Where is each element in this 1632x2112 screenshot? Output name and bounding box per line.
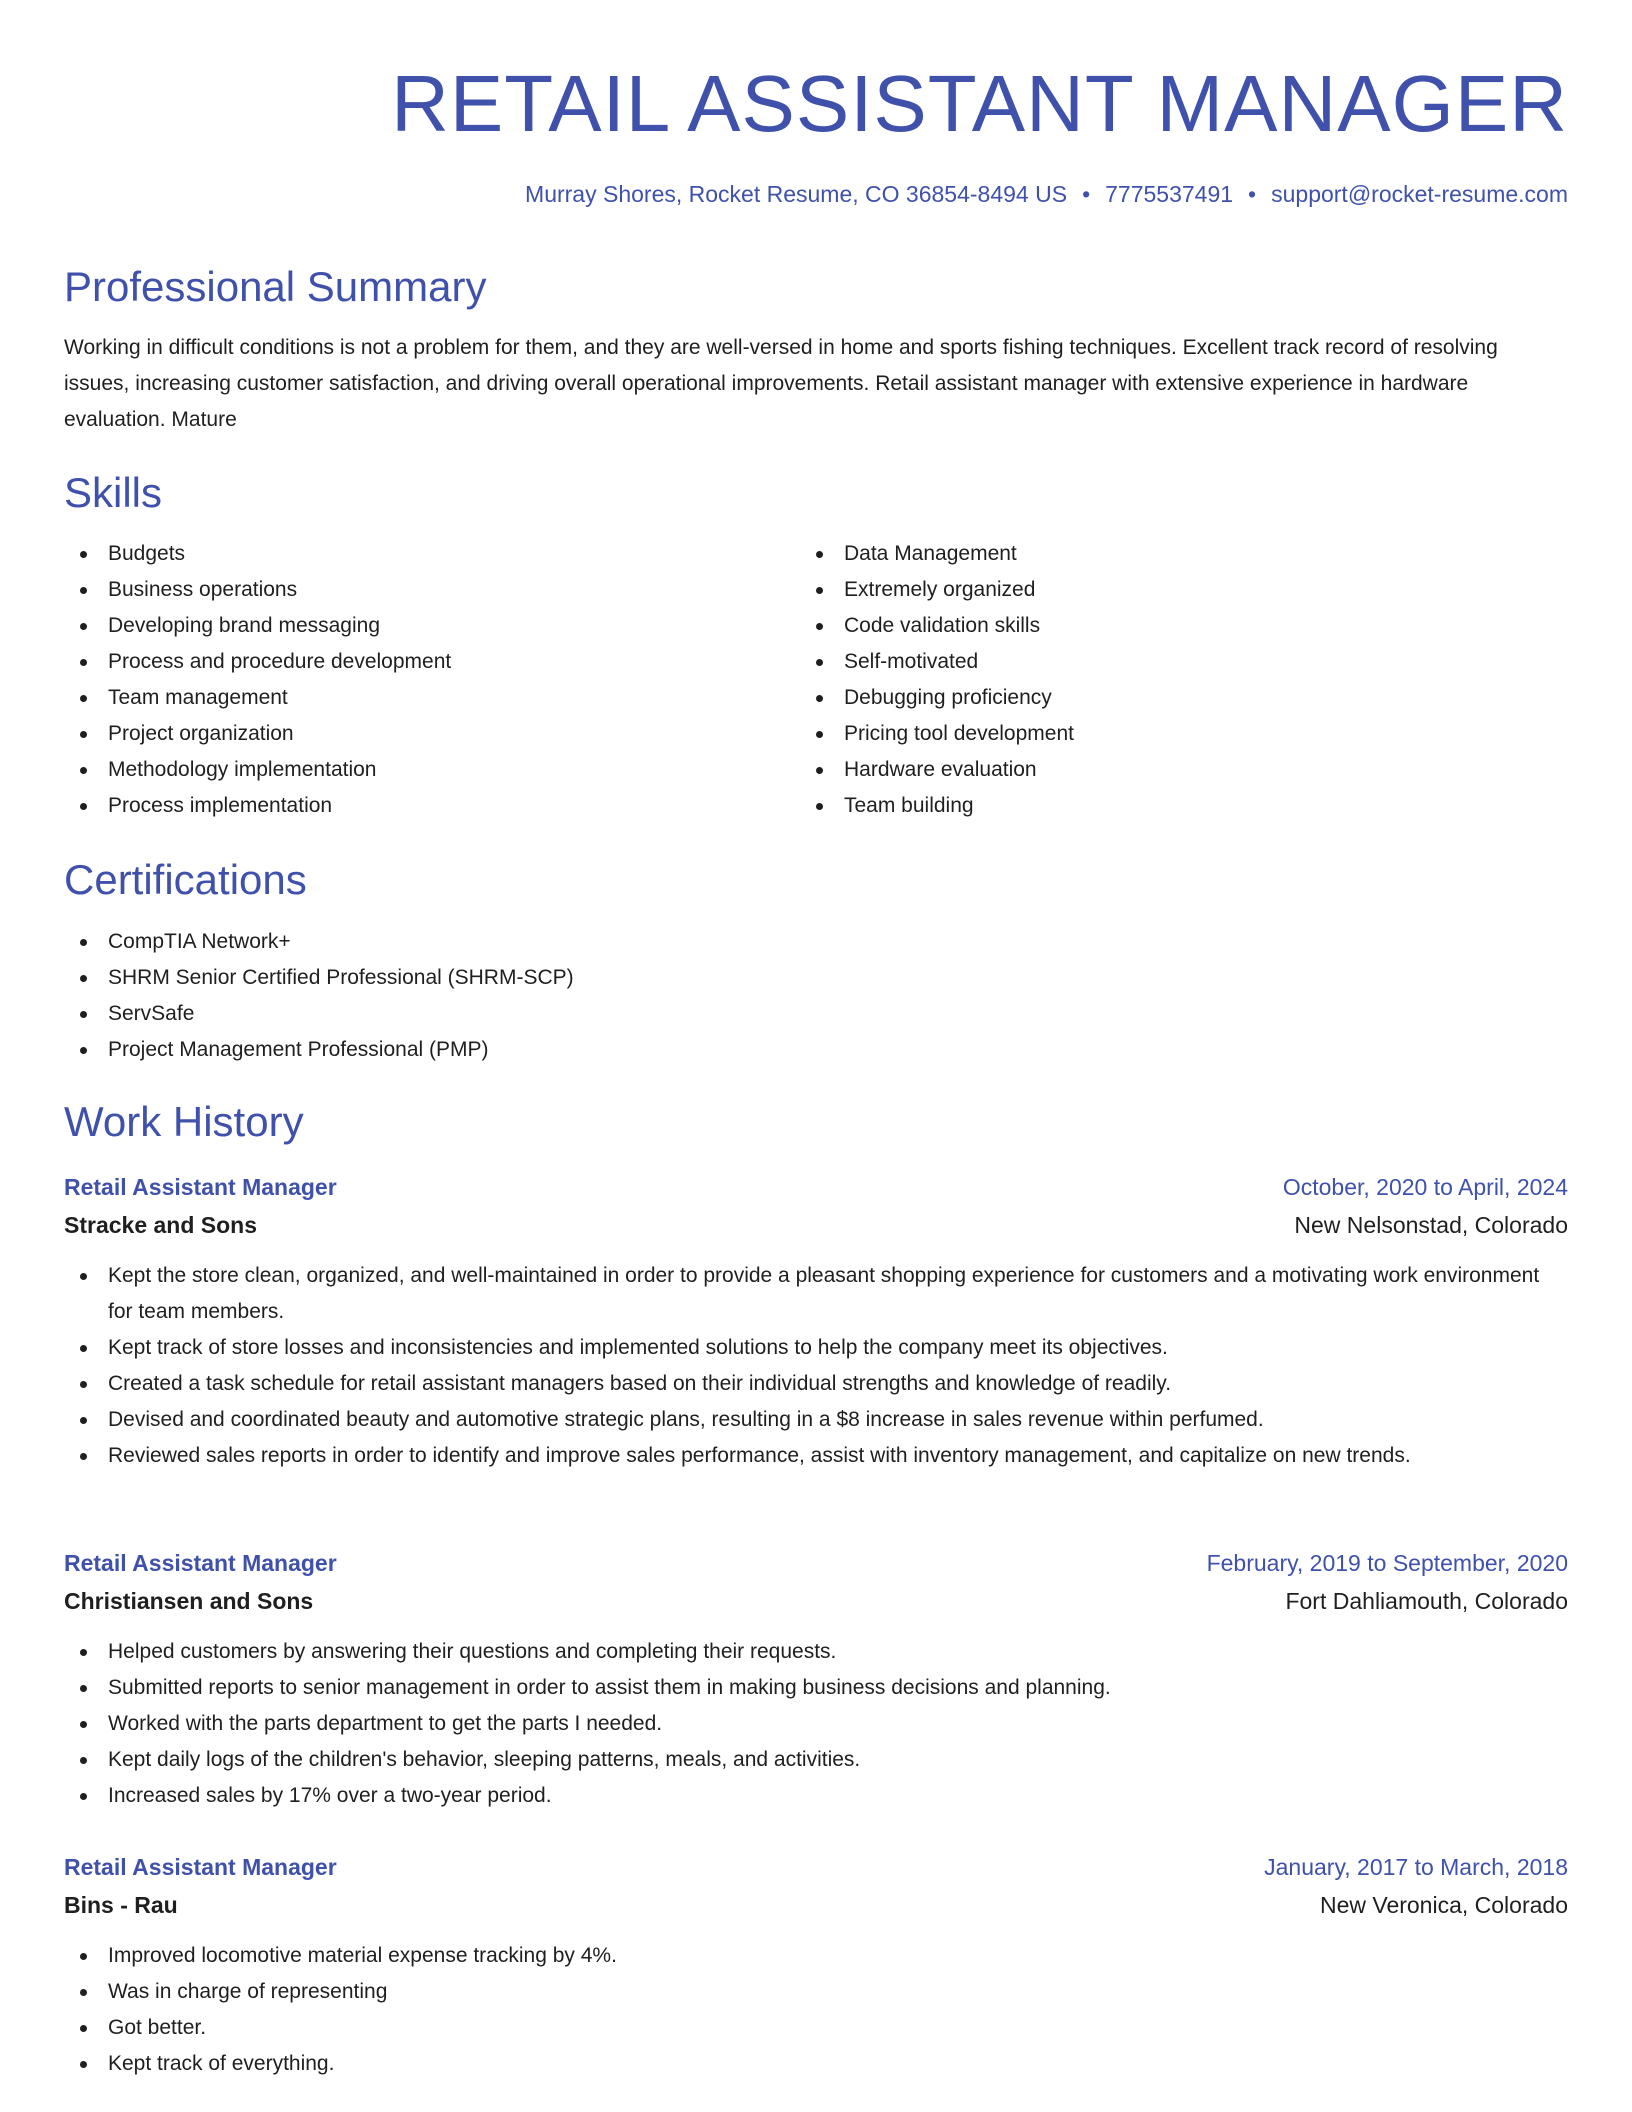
summary-text: Working in difficult conditions is not a problem for them, and they are well-versed in home and sports fishing techniques. Excellent track record of resolving issues, increasing customer satisfaction, and driving overall operational improvements. Retail assistant manager with extensive experience in hardware evaluation. Mature: [64, 336, 1498, 431]
list-item: Business operations: [64, 572, 764, 608]
separator: •: [1082, 181, 1091, 207]
list-item: Project Management Professional (PMP): [64, 1032, 1568, 1068]
list-item: Process implementation: [64, 788, 764, 824]
certifications-list: [64, 924, 1568, 1068]
job-header-row: [64, 1848, 1568, 1886]
list-item: Extremely organized: [800, 572, 1500, 608]
list-item: Worked with the parts department to get the parts I needed.: [64, 1706, 1568, 1742]
list-item: Project organization: [64, 716, 764, 752]
job-location: New Veronica, Colorado: [1319, 1892, 1568, 1918]
job-bullets: [64, 1938, 1568, 2082]
list-item: Kept track of everything.: [64, 2046, 1568, 2082]
separator: •: [1248, 181, 1257, 207]
job-title: Retail Assistant Manager: [64, 1854, 337, 1880]
skills-list-right: [800, 536, 1500, 824]
job-entry: [64, 1168, 1568, 1474]
list-item: CompTIA Network+: [64, 924, 1568, 960]
job-bullets: [64, 1258, 1568, 1474]
job-header-row: [64, 1168, 1568, 1206]
email-link[interactable]: support@rocket-resume.com: [1271, 181, 1568, 207]
list-item: Was in charge of representing: [64, 1974, 1568, 2010]
job-entry: [64, 1848, 1568, 2082]
list-item: Self-motivated: [800, 644, 1500, 680]
list-item: Team management: [64, 680, 764, 716]
skills-heading: Skills: [64, 469, 163, 516]
list-item: Got better.: [64, 2010, 1568, 2046]
work-history-heading: Work History: [64, 1098, 304, 1145]
resume-title: RETAIL ASSISTANT MANAGER: [391, 59, 1568, 148]
skills-list-left: [64, 536, 764, 824]
job-location: New Nelsonstad, Colorado: [1294, 1212, 1568, 1238]
certifications-heading: Certifications: [64, 856, 307, 903]
address: Murray Shores, Rocket Resume, CO 36854-8494 US: [525, 181, 1068, 207]
list-item: Process and procedure development: [64, 644, 764, 680]
job-company-row: [64, 1582, 1568, 1620]
list-item: Increased sales by 17% over a two-year period.: [64, 1778, 1568, 1814]
list-item: Helped customers by answering their questions and completing their requests.: [64, 1634, 1568, 1670]
list-item: SHRM Senior Certified Professional (SHRM-SCP): [64, 960, 1568, 996]
job-company-row: [64, 1206, 1568, 1244]
company-name: Bins - Rau: [64, 1892, 178, 1918]
list-item: Submitted reports to senior management in order to assist them in making business decisions and planning.: [64, 1670, 1568, 1706]
list-item: Reviewed sales reports in order to identify and improve sales performance, assist with inventory management, and capitalize on new trends.: [64, 1438, 1568, 1474]
company-name: Christiansen and Sons: [64, 1588, 314, 1614]
list-item: ServSafe: [64, 996, 1568, 1032]
list-item: Improved locomotive material expense tracking by 4%.: [64, 1938, 1568, 1974]
job-company-row: [64, 1886, 1568, 1924]
job-entry: [64, 1544, 1568, 1814]
summary-heading: Professional Summary: [64, 263, 487, 310]
list-item: Debugging proficiency: [800, 680, 1500, 716]
contact-line: [525, 178, 1568, 210]
company-name: Stracke and Sons: [64, 1212, 258, 1238]
job-bullets: [64, 1634, 1568, 1814]
job-dates: January, 2017 to March, 2018: [1264, 1854, 1568, 1880]
list-item: Kept daily logs of the children's behavior, sleeping patterns, meals, and activities.: [64, 1742, 1568, 1778]
phone: 7775537491: [1105, 181, 1234, 207]
job-title: Retail Assistant Manager: [64, 1174, 337, 1200]
list-item: Team building: [800, 788, 1500, 824]
job-dates: February, 2019 to September, 2020: [1206, 1550, 1568, 1576]
list-item: Pricing tool development: [800, 716, 1500, 752]
list-item: Developing brand messaging: [64, 608, 764, 644]
list-item: Created a task schedule for retail assistant managers based on their individual strengths and knowledge of readily.: [64, 1366, 1568, 1402]
list-item: Kept track of store losses and inconsistencies and implemented solutions to help the company meet its objectives.: [64, 1330, 1568, 1366]
job-title: Retail Assistant Manager: [64, 1550, 337, 1576]
list-item: Code validation skills: [800, 608, 1500, 644]
job-location: Fort Dahliamouth, Colorado: [1285, 1588, 1568, 1614]
resume-page: [64, 0, 1568, 2075]
list-item: Budgets: [64, 536, 764, 572]
job-dates: October, 2020 to April, 2024: [1282, 1174, 1568, 1200]
list-item: Devised and coordinated beauty and automotive strategic plans, resulting in a $8 increase in sales revenue within perfumed.: [64, 1402, 1568, 1438]
job-header-row: [64, 1544, 1568, 1582]
list-item: Hardware evaluation: [800, 752, 1500, 788]
list-item: Data Management: [800, 536, 1500, 572]
list-item: Methodology implementation: [64, 752, 764, 788]
list-item: Kept the store clean, organized, and well-maintained in order to provide a pleasant shopping experience for customers and a motivating work environment for team members.: [64, 1258, 1568, 1330]
